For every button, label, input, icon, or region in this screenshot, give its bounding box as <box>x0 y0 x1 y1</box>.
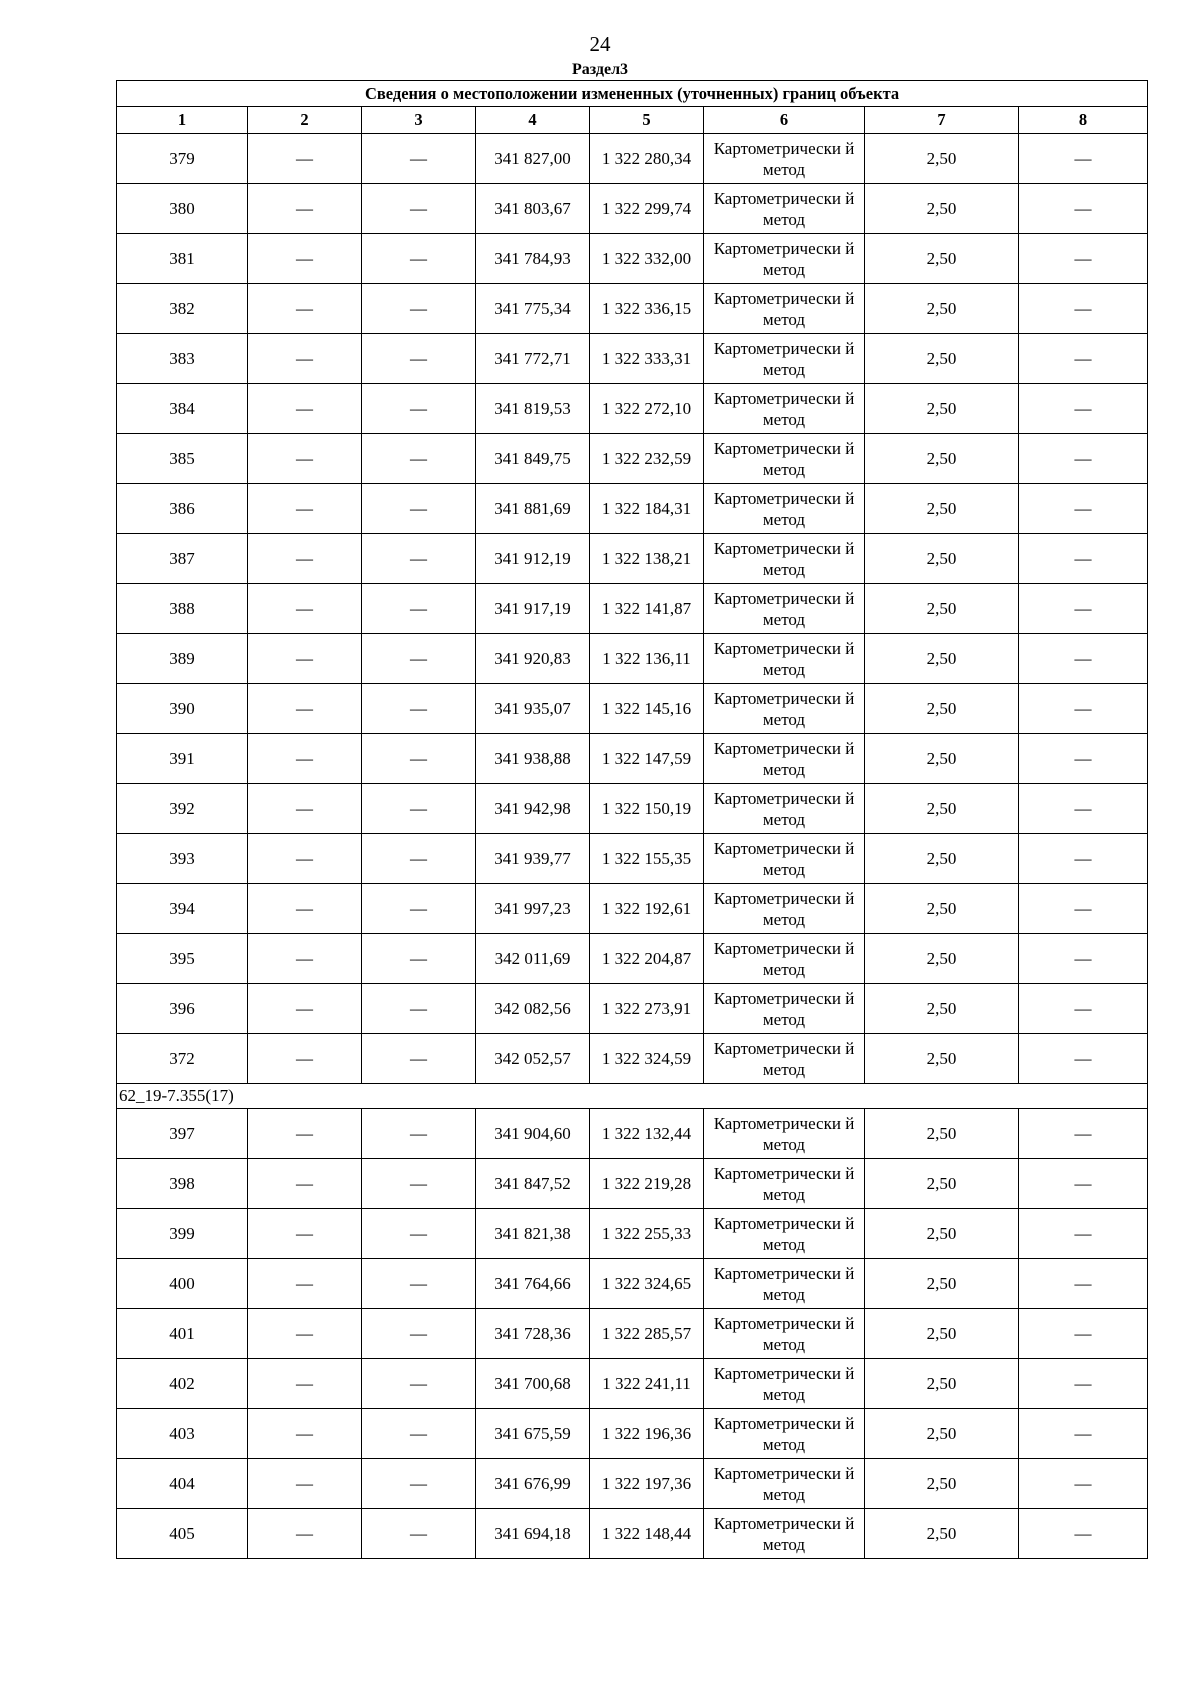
cell-y-coordinate: 1 322 255,33 <box>590 1209 704 1259</box>
cell-x-coordinate: 341 847,52 <box>476 1159 590 1209</box>
cell-x-coordinate: 341 676,99 <box>476 1459 590 1509</box>
cell-x-coordinate: 341 935,07 <box>476 684 590 734</box>
cell-x-coordinate: 341 821,38 <box>476 1209 590 1259</box>
table-row <box>117 1459 1148 1509</box>
cell-accuracy: 2,50 <box>865 1359 1019 1409</box>
cell-col3: — <box>362 634 476 684</box>
cell-col3: — <box>362 1309 476 1359</box>
cell-method: Картометрически й метод <box>704 1509 865 1559</box>
cell-col3: — <box>362 1259 476 1309</box>
cell-point-number: 391 <box>117 734 248 784</box>
cell-x-coordinate: 341 803,67 <box>476 184 590 234</box>
cell-accuracy: 2,50 <box>865 1259 1019 1309</box>
table-row <box>117 684 1148 734</box>
cell-y-coordinate: 1 322 324,59 <box>590 1034 704 1084</box>
cell-accuracy: 2,50 <box>865 784 1019 834</box>
cell-col2: — <box>248 1034 362 1084</box>
cell-point-number: 396 <box>117 984 248 1034</box>
cell-col8: — <box>1019 784 1148 834</box>
table-row <box>117 334 1148 384</box>
cell-point-number: 405 <box>117 1509 248 1559</box>
cell-point-number: 395 <box>117 934 248 984</box>
cell-col3: — <box>362 734 476 784</box>
cell-y-coordinate: 1 322 273,91 <box>590 984 704 1034</box>
table-row <box>117 1034 1148 1084</box>
cell-y-coordinate: 1 322 184,31 <box>590 484 704 534</box>
cell-point-number: 400 <box>117 1259 248 1309</box>
cell-point-number: 402 <box>117 1359 248 1409</box>
cell-y-coordinate: 1 322 333,31 <box>590 334 704 384</box>
table-row <box>117 1159 1148 1209</box>
table-row <box>117 1109 1148 1159</box>
cell-col8: — <box>1019 834 1148 884</box>
cell-accuracy: 2,50 <box>865 584 1019 634</box>
cell-method: Картометрически й метод <box>704 784 865 834</box>
cell-col2: — <box>248 584 362 634</box>
cell-accuracy: 2,50 <box>865 984 1019 1034</box>
cell-point-number: 404 <box>117 1459 248 1509</box>
cell-y-coordinate: 1 322 148,44 <box>590 1509 704 1559</box>
cell-accuracy: 2,50 <box>865 284 1019 334</box>
cell-y-coordinate: 1 322 219,28 <box>590 1159 704 1209</box>
cell-accuracy: 2,50 <box>865 1034 1019 1084</box>
cell-method: Картометрически й метод <box>704 1409 865 1459</box>
cell-col8: — <box>1019 734 1148 784</box>
cell-accuracy: 2,50 <box>865 834 1019 884</box>
cell-y-coordinate: 1 322 280,34 <box>590 134 704 184</box>
cell-method: Картометрически й метод <box>704 1034 865 1084</box>
cell-point-number: 392 <box>117 784 248 834</box>
cell-col3: — <box>362 784 476 834</box>
cell-col2: — <box>248 1459 362 1509</box>
cell-col2: — <box>248 1259 362 1309</box>
cell-col2: — <box>248 284 362 334</box>
column-header: 5 <box>590 107 704 134</box>
cell-method: Картометрически й метод <box>704 734 865 784</box>
cell-y-coordinate: 1 322 136,11 <box>590 634 704 684</box>
cell-x-coordinate: 341 700,68 <box>476 1359 590 1409</box>
cell-col2: — <box>248 384 362 434</box>
cell-col8: — <box>1019 884 1148 934</box>
cell-method: Картометрически й метод <box>704 134 865 184</box>
cell-col3: — <box>362 184 476 234</box>
table-row <box>117 1259 1148 1309</box>
column-header: 7 <box>865 107 1019 134</box>
cell-y-coordinate: 1 322 192,61 <box>590 884 704 934</box>
cell-col8: — <box>1019 1159 1148 1209</box>
cell-accuracy: 2,50 <box>865 684 1019 734</box>
table-row <box>117 834 1148 884</box>
group-label: 62_19-7.355(17) <box>117 1084 1148 1109</box>
cell-col3: — <box>362 384 476 434</box>
cell-col2: — <box>248 734 362 784</box>
cell-col2: — <box>248 1159 362 1209</box>
cell-col2: — <box>248 834 362 884</box>
cell-point-number: 399 <box>117 1209 248 1259</box>
table-row <box>117 484 1148 534</box>
cell-col2: — <box>248 884 362 934</box>
cell-x-coordinate: 341 942,98 <box>476 784 590 834</box>
cell-accuracy: 2,50 <box>865 634 1019 684</box>
cell-accuracy: 2,50 <box>865 1459 1019 1509</box>
column-header: 8 <box>1019 107 1148 134</box>
table-row <box>117 934 1148 984</box>
cell-col8: — <box>1019 1309 1148 1359</box>
table-row <box>117 1209 1148 1259</box>
table-row <box>117 1409 1148 1459</box>
table-row <box>117 434 1148 484</box>
cell-y-coordinate: 1 322 141,87 <box>590 584 704 634</box>
cell-accuracy: 2,50 <box>865 384 1019 434</box>
group-label-row <box>117 1084 1148 1109</box>
cell-method: Картометрически й метод <box>704 284 865 334</box>
cell-accuracy: 2,50 <box>865 1409 1019 1459</box>
cell-method: Картометрически й метод <box>704 434 865 484</box>
cell-col3: — <box>362 684 476 734</box>
cell-y-coordinate: 1 322 150,19 <box>590 784 704 834</box>
cell-y-coordinate: 1 322 147,59 <box>590 734 704 784</box>
cell-accuracy: 2,50 <box>865 334 1019 384</box>
cell-col8: — <box>1019 1209 1148 1259</box>
cell-x-coordinate: 341 764,66 <box>476 1259 590 1309</box>
cell-method: Картометрически й метод <box>704 1159 865 1209</box>
cell-point-number: 380 <box>117 184 248 234</box>
cell-point-number: 384 <box>117 384 248 434</box>
cell-x-coordinate: 341 939,77 <box>476 834 590 884</box>
cell-y-coordinate: 1 322 272,10 <box>590 384 704 434</box>
cell-col3: — <box>362 234 476 284</box>
cell-point-number: 389 <box>117 634 248 684</box>
cell-col3: — <box>362 1109 476 1159</box>
cell-col2: — <box>248 684 362 734</box>
table-row <box>117 184 1148 234</box>
cell-x-coordinate: 341 849,75 <box>476 434 590 484</box>
cell-method: Картометрически й метод <box>704 1309 865 1359</box>
cell-point-number: 386 <box>117 484 248 534</box>
cell-method: Картометрически й метод <box>704 234 865 284</box>
cell-col8: — <box>1019 984 1148 1034</box>
cell-y-coordinate: 1 322 196,36 <box>590 1409 704 1459</box>
table-row <box>117 784 1148 834</box>
cell-accuracy: 2,50 <box>865 484 1019 534</box>
cell-col8: — <box>1019 484 1148 534</box>
cell-point-number: 385 <box>117 434 248 484</box>
cell-col2: — <box>248 134 362 184</box>
cell-method: Картометрически й метод <box>704 1359 865 1409</box>
cell-point-number: 383 <box>117 334 248 384</box>
cell-col8: — <box>1019 584 1148 634</box>
cell-col3: — <box>362 1509 476 1559</box>
table-row <box>117 134 1148 184</box>
cell-col3: — <box>362 934 476 984</box>
cell-col2: — <box>248 184 362 234</box>
cell-method: Картометрически й метод <box>704 384 865 434</box>
cell-col3: — <box>362 134 476 184</box>
column-header: 1 <box>117 107 248 134</box>
table-row <box>117 734 1148 784</box>
cell-col2: — <box>248 1309 362 1359</box>
cell-x-coordinate: 341 827,00 <box>476 134 590 184</box>
cell-col2: — <box>248 234 362 284</box>
cell-col8: — <box>1019 1359 1148 1409</box>
cell-accuracy: 2,50 <box>865 134 1019 184</box>
cell-col8: — <box>1019 1459 1148 1509</box>
cell-method: Картометрически й метод <box>704 484 865 534</box>
cell-x-coordinate: 341 694,18 <box>476 1509 590 1559</box>
cell-col2: — <box>248 634 362 684</box>
cell-point-number: 381 <box>117 234 248 284</box>
cell-y-coordinate: 1 322 241,11 <box>590 1359 704 1409</box>
cell-col3: — <box>362 1159 476 1209</box>
cell-method: Картометрически й метод <box>704 984 865 1034</box>
cell-x-coordinate: 341 772,71 <box>476 334 590 384</box>
cell-col2: — <box>248 1409 362 1459</box>
cell-col3: — <box>362 1459 476 1509</box>
cell-x-coordinate: 341 728,36 <box>476 1309 590 1359</box>
cell-col8: — <box>1019 334 1148 384</box>
cell-x-coordinate: 341 912,19 <box>476 534 590 584</box>
cell-col3: — <box>362 484 476 534</box>
column-header: 4 <box>476 107 590 134</box>
cell-method: Картометрически й метод <box>704 884 865 934</box>
cell-accuracy: 2,50 <box>865 1109 1019 1159</box>
cell-col3: — <box>362 584 476 634</box>
cell-x-coordinate: 341 920,83 <box>476 634 590 684</box>
table-row <box>117 1509 1148 1559</box>
cell-accuracy: 2,50 <box>865 1509 1019 1559</box>
cell-col8: — <box>1019 184 1148 234</box>
cell-accuracy: 2,50 <box>865 1159 1019 1209</box>
table-caption: Сведения о местоположении измененных (уточненных) границ объекта <box>117 81 1148 107</box>
cell-point-number: 390 <box>117 684 248 734</box>
cell-col2: — <box>248 934 362 984</box>
column-header: 2 <box>248 107 362 134</box>
table-row <box>117 534 1148 584</box>
cell-method: Картометрически й метод <box>704 184 865 234</box>
cell-accuracy: 2,50 <box>865 234 1019 284</box>
cell-accuracy: 2,50 <box>865 184 1019 234</box>
page-number: 24 <box>589 32 611 56</box>
cell-col3: — <box>362 334 476 384</box>
table-row <box>117 984 1148 1034</box>
cell-x-coordinate: 342 011,69 <box>476 934 590 984</box>
cell-x-coordinate: 341 784,93 <box>476 234 590 284</box>
cell-accuracy: 2,50 <box>865 734 1019 784</box>
cell-x-coordinate: 341 938,88 <box>476 734 590 784</box>
cell-y-coordinate: 1 322 197,36 <box>590 1459 704 1509</box>
cell-y-coordinate: 1 322 332,00 <box>590 234 704 284</box>
cell-method: Картометрически й метод <box>704 1209 865 1259</box>
cell-point-number: 388 <box>117 584 248 634</box>
cell-point-number: 372 <box>117 1034 248 1084</box>
cell-y-coordinate: 1 322 285,57 <box>590 1309 704 1359</box>
section-title: Раздел3 <box>571 61 629 78</box>
cell-accuracy: 2,50 <box>865 884 1019 934</box>
cell-col3: — <box>362 434 476 484</box>
cell-col2: — <box>248 434 362 484</box>
cell-point-number: 382 <box>117 284 248 334</box>
cell-col8: — <box>1019 1509 1148 1559</box>
cell-col2: — <box>248 984 362 1034</box>
cell-method: Картометрически й метод <box>704 684 865 734</box>
cell-col8: — <box>1019 434 1148 484</box>
cell-y-coordinate: 1 322 132,44 <box>590 1109 704 1159</box>
cell-col8: — <box>1019 1409 1148 1459</box>
cell-point-number: 398 <box>117 1159 248 1209</box>
cell-point-number: 401 <box>117 1309 248 1359</box>
cell-col8: — <box>1019 134 1148 184</box>
cell-point-number: 397 <box>117 1109 248 1159</box>
cell-col2: — <box>248 534 362 584</box>
cell-x-coordinate: 341 917,19 <box>476 584 590 634</box>
cell-col3: — <box>362 1034 476 1084</box>
cell-method: Картометрически й метод <box>704 334 865 384</box>
cell-col8: — <box>1019 934 1148 984</box>
cell-col3: — <box>362 534 476 584</box>
cell-y-coordinate: 1 322 324,65 <box>590 1259 704 1309</box>
cell-accuracy: 2,50 <box>865 1309 1019 1359</box>
cell-col8: — <box>1019 1109 1148 1159</box>
cell-method: Картометрически й метод <box>704 634 865 684</box>
cell-col2: — <box>248 1209 362 1259</box>
cell-y-coordinate: 1 322 204,87 <box>590 934 704 984</box>
cell-col3: — <box>362 984 476 1034</box>
table-row <box>117 634 1148 684</box>
cell-col3: — <box>362 1209 476 1259</box>
table-row <box>117 584 1148 634</box>
cell-x-coordinate: 342 082,56 <box>476 984 590 1034</box>
cell-col2: — <box>248 484 362 534</box>
cell-col8: — <box>1019 284 1148 334</box>
cell-col8: — <box>1019 234 1148 284</box>
table-row <box>117 384 1148 434</box>
cell-col3: — <box>362 1409 476 1459</box>
cell-method: Картометрически й метод <box>704 534 865 584</box>
cell-x-coordinate: 341 819,53 <box>476 384 590 434</box>
cell-accuracy: 2,50 <box>865 534 1019 584</box>
table-body <box>117 81 1148 1559</box>
cell-col2: — <box>248 1109 362 1159</box>
cell-method: Картометрически й метод <box>704 834 865 884</box>
column-header-row <box>117 107 1148 134</box>
cell-x-coordinate: 342 052,57 <box>476 1034 590 1084</box>
cell-y-coordinate: 1 322 155,35 <box>590 834 704 884</box>
cell-col3: — <box>362 834 476 884</box>
cell-col2: — <box>248 1509 362 1559</box>
cell-col3: — <box>362 1359 476 1409</box>
cell-point-number: 393 <box>117 834 248 884</box>
cell-method: Картометрически й метод <box>704 584 865 634</box>
cell-col2: — <box>248 784 362 834</box>
cell-col8: — <box>1019 384 1148 434</box>
cell-point-number: 387 <box>117 534 248 584</box>
cell-accuracy: 2,50 <box>865 934 1019 984</box>
cell-method: Картометрически й метод <box>704 1259 865 1309</box>
cell-x-coordinate: 341 675,59 <box>476 1409 590 1459</box>
cell-y-coordinate: 1 322 299,74 <box>590 184 704 234</box>
cell-x-coordinate: 341 904,60 <box>476 1109 590 1159</box>
table-row <box>117 234 1148 284</box>
table-row <box>117 884 1148 934</box>
coordinates-table <box>116 80 1148 1559</box>
cell-col8: — <box>1019 534 1148 584</box>
cell-col2: — <box>248 334 362 384</box>
cell-point-number: 394 <box>117 884 248 934</box>
cell-col8: — <box>1019 1259 1148 1309</box>
cell-x-coordinate: 341 881,69 <box>476 484 590 534</box>
table-row <box>117 284 1148 334</box>
cell-y-coordinate: 1 322 232,59 <box>590 434 704 484</box>
cell-method: Картометрически й метод <box>704 1459 865 1509</box>
cell-accuracy: 2,50 <box>865 1209 1019 1259</box>
table-row <box>117 1309 1148 1359</box>
cell-col2: — <box>248 1359 362 1409</box>
cell-y-coordinate: 1 322 138,21 <box>590 534 704 584</box>
table-caption-row <box>117 81 1148 107</box>
column-header: 6 <box>704 107 865 134</box>
cell-col3: — <box>362 284 476 334</box>
cell-col8: — <box>1019 1034 1148 1084</box>
cell-x-coordinate: 341 775,34 <box>476 284 590 334</box>
cell-x-coordinate: 341 997,23 <box>476 884 590 934</box>
cell-y-coordinate: 1 322 336,15 <box>590 284 704 334</box>
cell-method: Картометрически й метод <box>704 1109 865 1159</box>
cell-col8: — <box>1019 634 1148 684</box>
cell-method: Картометрически й метод <box>704 934 865 984</box>
cell-point-number: 403 <box>117 1409 248 1459</box>
column-header: 3 <box>362 107 476 134</box>
cell-y-coordinate: 1 322 145,16 <box>590 684 704 734</box>
cell-point-number: 379 <box>117 134 248 184</box>
cell-accuracy: 2,50 <box>865 434 1019 484</box>
cell-col8: — <box>1019 684 1148 734</box>
cell-col3: — <box>362 884 476 934</box>
table-row <box>117 1359 1148 1409</box>
